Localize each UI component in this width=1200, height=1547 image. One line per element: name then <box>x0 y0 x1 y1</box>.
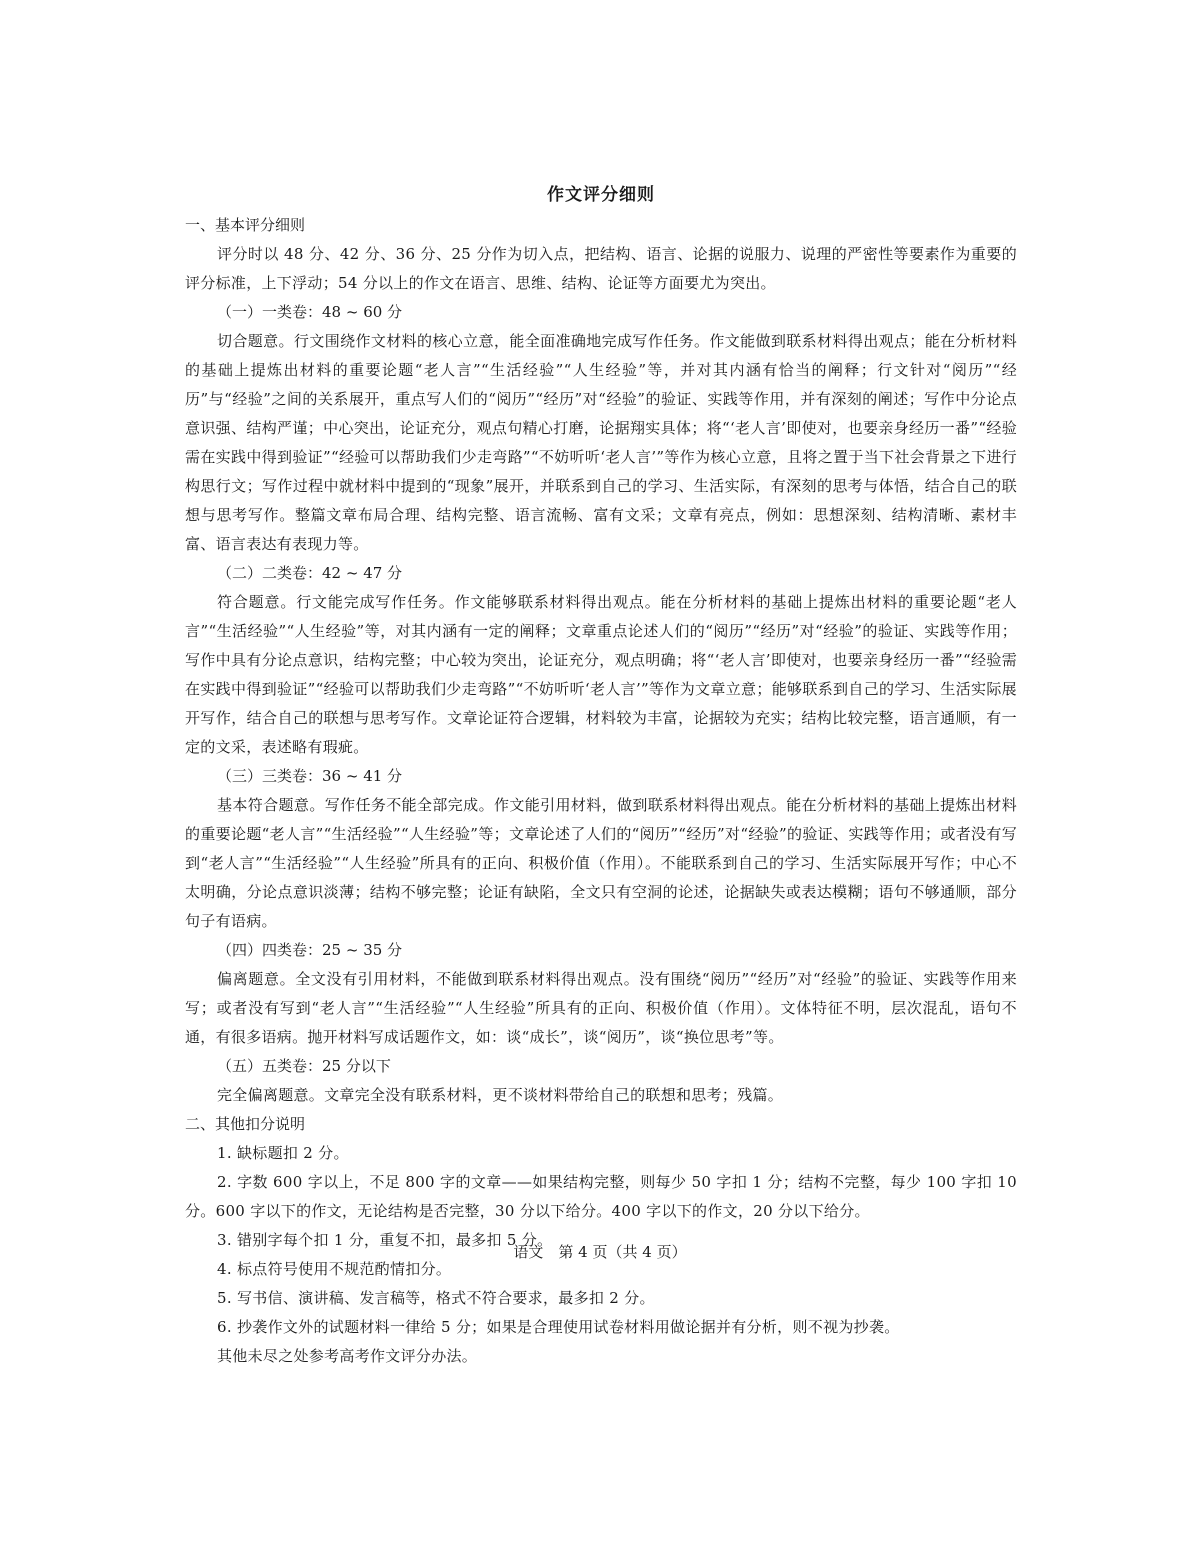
class-4-text: 偏离题意。全文没有引用材料，不能做到联系材料得出观点。没有围绕“阅历”“经历”对“经验”的验证、实践等作用来写；或者没有写到“老人言”“生活经验”“人生经验”所具有的正向、积极价值（作用）。文体特征不明，层次混乱，语句不通，有很多语病。抛开材料写成话题作文，如：谈“成长”，谈“阅历”，谈“换位思考”等。 <box>185 970 1017 1046</box>
class-3-text: 基本符合题意。写作任务不能全部完成。作文能引用材料，做到联系材料得出观点。能在分析材料的基础上提炼出材料的重要论题“老人言”“生活经验”“人生经验”等；文章论述了人们的“阅历”“经历”对“经验”的验证、实践等作用；或者没有写到“老人言”“生活经验”“人生经验”所具有的正向、积极价值（作用）。不能联系到自己的学习、生活实际展开写作；中心不太明确，分论点意识淡薄；结构不够完整；论证有缺陷，全文只有空洞的论述，论据缺失或表达模糊；语句不够通顺，部分句子有语病。 <box>185 796 1017 930</box>
class-3-heading: （三）三类卷：36 ~ 41 分 <box>217 767 403 785</box>
document-title: 作文评分细则 <box>547 185 655 205</box>
class-2-text: 符合题意。行文能完成写作任务。作文能够联系材料得出观点。能在分析材料的基础上提炼出材料的重要论题“老人言”“生活经验”“人生经验”等，对其内涵有一定的阐释；文章重点论述人们的“阅历”“经历”对“经验”的验证、实践等作用；写作中具有分论点意识，结构完整；中心较为突出，论证充分，观点明确；将“‘老人言’即使对，也要亲身经历一番”“经验需在实践中得到验证”“经验可以帮助我们少走弯路”“不妨听听‘老人言’”等作为文章立意；能够联系到自己的学习、生活实际展开写作，结合自己的联想与思考写作。文章论证符合逻辑，材料较为丰富，论据较为充实；结构比较完整，语言通顺，有一定的文采，表述略有瑕疵。 <box>185 593 1017 756</box>
class-4-heading: （四）四类卷：25 ~ 35 分 <box>217 941 403 959</box>
section-heading-deductions: 二、其他扣分说明 <box>185 1115 306 1133</box>
deduction-item: 6. 抄袭作文外的试题材料一律给 5 分；如果是合理使用试卷材料用做论据并有分析，则不视为抄袭。 <box>217 1318 900 1336</box>
class-5-heading: （五）五类卷：25 分以下 <box>217 1057 391 1075</box>
deduction-item: 1. 缺标题扣 2 分。 <box>217 1144 349 1162</box>
deduction-item: 2. 字数 600 字以上，不足 800 字的文章——如果结构完整，则每少 50 字扣 1 分；结构不完整，每少 100 字扣 10 分。600 字以下的作文，无论结构是否完整，30 分以下给分。400 字以下的作文，20 分以下给分。 <box>185 1173 1017 1220</box>
deduction-item: 4. 标点符号使用不规范酌情扣分。 <box>217 1260 452 1278</box>
class-1-text: 切合题意。行文围绕作文材料的核心立意，能全面准确地完成写作任务。作文能做到联系材料得出观点；能在分析材料的基础上提炼出材料的重要论题“老人言”“生活经验”“人生经验”等，并对其内涵有恰当的阐释；行文针对“阅历”“经历”与“经验”之间的关系展开，重点写人们的“阅历”“经历”对“经验”的验证、实践等作用，并有深刻的阐述；写作中分论点意识强、结构严谨；中心突出，论证充分，观点句精心打磨，论据翔实具体；将“‘老人言’即使对，也要亲身经历一番”“经验需在实践中得到验证”“经验可以帮助我们少走弯路”“不妨听听‘老人言’”等作为核心立意，且将之置于当下社会背景之下进行构思行文；写作过程中就材料中提到的“现象”展开，并联系到自己的学习、生活实际，有深刻的思考与体悟，结合自己的联想与思考写作。整篇文章布局合理、结构完整、语言流畅、富有文采；文章有亮点，例如：思想深刻、结构清晰、素材丰富、语言表达有表现力等。 <box>185 332 1017 553</box>
closing-note: 其他未尽之处参考高考作文评分办法。 <box>217 1347 478 1365</box>
class-5-text: 完全偏离题意。文章完全没有联系材料，更不谈材料带给自己的联想和思考；残篇。 <box>217 1086 784 1104</box>
deduction-item: 5. 写书信、演讲稿、发言稿等，格式不符合要求，最多扣 2 分。 <box>217 1289 655 1307</box>
class-2-heading: （二）二类卷：42 ~ 47 分 <box>217 564 403 582</box>
deduction-item: 3. 错别字每个扣 1 分，重复不扣，最多扣 5 分。 <box>217 1231 553 1249</box>
class-1-heading: （一）一类卷：48 ~ 60 分 <box>217 303 403 321</box>
intro-paragraph: 评分时以 48 分、42 分、36 分、25 分作为切入点，把结构、语言、论据的说服力、说理的严密性等要素作为重要的评分标准，上下浮动；54 分以上的作文在语言、思维、结构、论证等方面要尤为突出。 <box>185 245 1017 292</box>
section-heading-basic-criteria: 一、基本评分细则 <box>185 216 306 234</box>
page-footer: 语文 第 4 页（共 4 页） <box>513 1243 687 1261</box>
document-body <box>185 182 1017 1371</box>
